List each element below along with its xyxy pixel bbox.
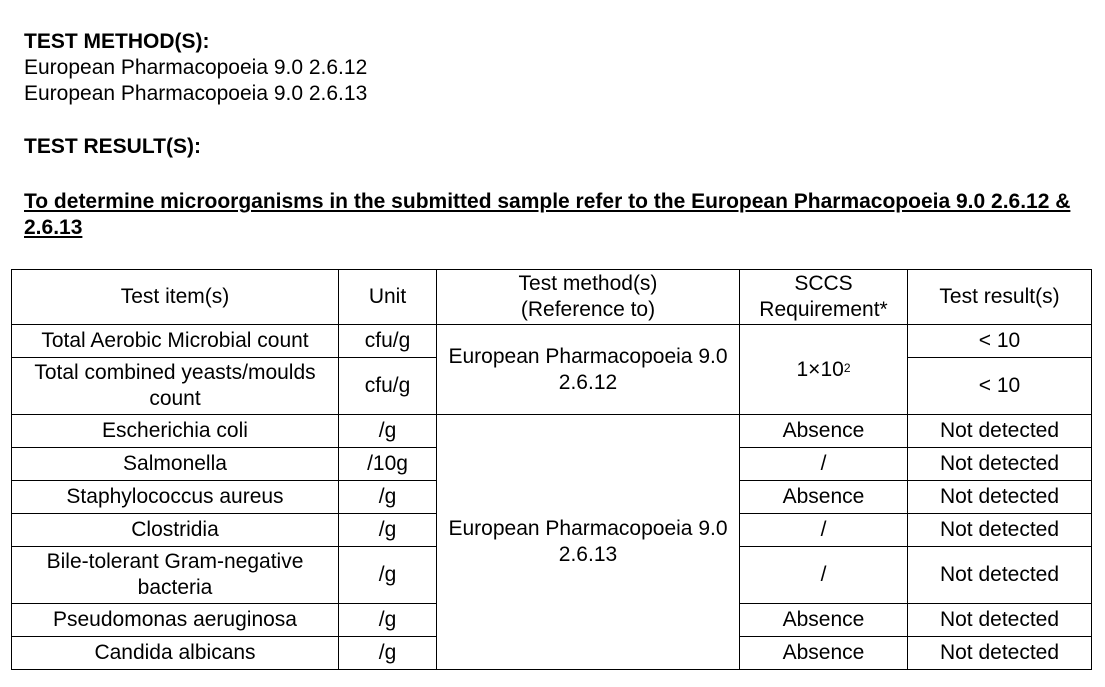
intro-statement: To determine microorganisms in the submitted sample refer to the European Pharmacopoeia 9.0 2.6.12 & 2.6.13 xyxy=(24,190,1071,239)
header-test-item: Test item(s) xyxy=(12,270,339,325)
results-table xyxy=(11,269,1092,670)
test-methods-heading: TEST METHOD(S): xyxy=(24,30,210,53)
table-row xyxy=(12,415,1092,448)
test-method-line-2: European Pharmacopoeia 9.0 2.6.13 xyxy=(24,82,368,105)
cell-sccs: Absence xyxy=(740,604,908,637)
header-test-method-line2: (Reference to) xyxy=(520,298,656,321)
cell-item: Bile-tolerant Gram-negative bacteria xyxy=(12,547,339,604)
cell-sccs-group-1 xyxy=(740,325,908,415)
header-test-method xyxy=(437,270,740,325)
table-row xyxy=(12,325,1092,358)
cell-item: Salmonella xyxy=(12,448,339,481)
header-test-result: Test result(s) xyxy=(908,270,1092,325)
cell-unit: /g xyxy=(339,604,437,637)
cell-sccs: / xyxy=(740,514,908,547)
cell-unit: /g xyxy=(339,415,437,448)
cell-item: Clostridia xyxy=(12,514,339,547)
cell-item: Staphylococcus aureus xyxy=(12,481,339,514)
table-header-row xyxy=(12,270,1092,325)
test-results-heading: TEST RESULT(S): xyxy=(24,135,201,158)
cell-result: Not detected xyxy=(908,481,1092,514)
cell-unit: /g xyxy=(339,637,437,670)
cell-result: < 10 xyxy=(908,358,1092,415)
cell-method-group-1: European Pharmacopoeia 9.0 2.6.12 xyxy=(437,325,740,415)
cell-result: Not detected xyxy=(908,514,1092,547)
cell-unit: /g xyxy=(339,514,437,547)
cell-item: Total Aerobic Microbial count xyxy=(12,325,339,358)
header-sccs-line2: Requirement* xyxy=(759,298,888,321)
cell-unit: cfu/g xyxy=(339,358,437,415)
sccs-base: 1×10 xyxy=(796,357,844,381)
cell-item: Pseudomonas aeruginosa xyxy=(12,604,339,637)
cell-result: Not detected xyxy=(908,547,1092,604)
cell-unit: /10g xyxy=(339,448,437,481)
header-unit: Unit xyxy=(339,270,437,325)
cell-sccs: / xyxy=(740,448,908,481)
cell-method-group-2: European Pharmacopoeia 9.0 2.6.13 xyxy=(437,415,740,670)
cell-sccs: / xyxy=(740,547,908,604)
header-test-method-line1: Test method(s) xyxy=(518,272,658,295)
cell-unit: /g xyxy=(339,547,437,604)
cell-result: < 10 xyxy=(908,325,1092,358)
cell-result: Not detected xyxy=(908,604,1092,637)
sccs-exponent: 2 xyxy=(843,360,851,375)
cell-result: Not detected xyxy=(908,448,1092,481)
cell-sccs: Absence xyxy=(740,481,908,514)
test-method-line-1: European Pharmacopoeia 9.0 2.6.12 xyxy=(24,56,368,79)
cell-item: Escherichia coli xyxy=(12,415,339,448)
cell-result: Not detected xyxy=(908,637,1092,670)
cell-unit: cfu/g xyxy=(339,325,437,358)
cell-unit: /g xyxy=(339,481,437,514)
header-sccs xyxy=(740,270,908,325)
cell-sccs: Absence xyxy=(740,637,908,670)
cell-sccs: Absence xyxy=(740,415,908,448)
cell-item: Candida albicans xyxy=(12,637,339,670)
header-sccs-line1: SCCS xyxy=(794,272,853,295)
cell-item: Total combined yeasts/moulds count xyxy=(12,358,339,415)
cell-result: Not detected xyxy=(908,415,1092,448)
